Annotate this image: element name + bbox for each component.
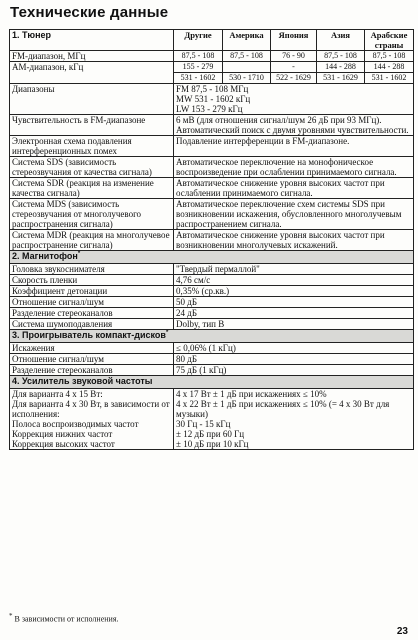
- region-arab: Арабские страны: [365, 30, 414, 51]
- tape-row-value: 50 дБ: [174, 297, 414, 308]
- tape-rows: [10, 264, 414, 330]
- sdr-value: Автоматическое снижение уровня высоких частот при ослаблении принимаемого сигнала.: [174, 178, 414, 199]
- cd-footnote-mark: *: [165, 330, 169, 336]
- noise-row: [10, 136, 414, 157]
- am-row-1: [10, 62, 414, 73]
- region-japan: Япония: [271, 30, 317, 51]
- am-value-2-japan: 522 - 1629: [271, 73, 317, 84]
- cd-section-title: 3. Проигрыватель компакт-дисков*: [10, 330, 414, 343]
- sds-label: Система SDS (зависимость стереозвучания от качества сигнала): [10, 157, 174, 178]
- sensitivity-row: [10, 115, 414, 136]
- tape-row: [10, 308, 414, 319]
- cd-rows: [10, 343, 414, 376]
- cd-section-row: [10, 330, 414, 343]
- tape-row-value: "Твердый пермаллой": [174, 264, 414, 275]
- mdr-label: Система MDR (реакция на многолучевое распространение сигнала): [10, 230, 174, 251]
- cd-row: [10, 354, 414, 365]
- sds-row: [10, 157, 414, 178]
- sdr-row: [10, 178, 414, 199]
- cd-row: [10, 343, 414, 354]
- footnote: [9, 612, 119, 624]
- cd-row-value: ≤ 0,06% (1 кГц): [174, 343, 414, 354]
- spec-table: [9, 29, 414, 450]
- region-america: Америка: [223, 30, 271, 51]
- sensitivity-value: 6 мВ (для отношения сигнал/шум 26 дБ при 93 МГц). Автоматический поиск с двумя уровнями чувствительности.: [174, 115, 414, 136]
- cd-row-value: 80 дБ: [174, 354, 414, 365]
- mdr-value: Автоматическое снижение уровня высоких частот при возникновении многолучевых искажений.: [174, 230, 414, 251]
- noise-label: Электронная схема подавления интерференционных помех: [10, 136, 174, 157]
- amp-section-title: 4. Усилитель звуковой частоты: [10, 376, 414, 389]
- sds-value: Автоматическое переключение на монофоническое воспроизведение при ослаблении принимаемого сигнала.: [174, 157, 414, 178]
- amp-row: [10, 389, 414, 450]
- tape-row-value: 24 дБ: [174, 308, 414, 319]
- footnote-text: В зависимости от исполнения.: [14, 614, 119, 624]
- bands-label: Диапазоны: [10, 84, 174, 115]
- am-value-1-japan: -: [271, 62, 317, 73]
- sdr-label: Система SDR (реакция на изменение качества сигнала): [10, 178, 174, 199]
- tuner-header-row: [10, 30, 414, 51]
- tape-row-value: Dolby, тип B: [174, 319, 414, 330]
- fm-label: FM-диапазон, МГц: [10, 51, 174, 62]
- tuner-section-title: 1. Тюнер: [10, 30, 174, 51]
- amp-section-row: [10, 376, 414, 389]
- tape-row: [10, 286, 414, 297]
- am-value-2-arab: 531 - 1602: [365, 73, 414, 84]
- am-value-2-america: 530 - 1710: [223, 73, 271, 84]
- tape-section-row: [10, 251, 414, 264]
- tape-row-label: Коэффициент детонации: [10, 286, 174, 297]
- region-other: Другие: [174, 30, 223, 51]
- tape-footnote-mark: *: [77, 251, 81, 257]
- am-value-1-asia: 144 - 288: [317, 62, 365, 73]
- footnote-mark: *: [9, 612, 13, 620]
- mds-label: Система MDS (зависимость стереозвучания от многолучевого распространения сигнала): [10, 199, 174, 230]
- am-value-1-other: 155 - 279: [174, 62, 223, 73]
- fm-value-arab: 87,5 - 108: [365, 51, 414, 62]
- am-label: AM-диапазон, кГц: [10, 62, 174, 84]
- fm-row: [10, 51, 414, 62]
- sensitivity-label: Чувствительность в FM-диапазоне: [10, 115, 174, 136]
- cd-row-label: Искажения: [10, 343, 174, 354]
- tape-row-label: Система шумоподавления: [10, 319, 174, 330]
- fm-value-asia: 87,5 - 108: [317, 51, 365, 62]
- am-value-2-other: 531 - 1602: [174, 73, 223, 84]
- amp-labels: Для варианта 4 x 15 Вт: Для варианта 4 x 30 Вт, в зависимости от исполнения: Полоса воспроизводимых частот Коррекция нижних частот Коррекция высоких частот: [10, 389, 174, 450]
- amp-values: 4 x 17 Вт ± 1 дБ при искажениях ≤ 10% 4 x 22 Вт ± 1 дБ при искажениях ≤ 10% (= 4 x 30 Вт для музыки) 30 Гц - 15 кГц ± 12 дБ при 60 Гц ± 10 дБ при 10 кГц: [174, 389, 414, 450]
- tape-row-value: 4,76 см/с: [174, 275, 414, 286]
- am-value-2-asia: 531 - 1629: [317, 73, 365, 84]
- tape-row: [10, 275, 414, 286]
- cd-row-label: Отношение сигнал/шум: [10, 354, 174, 365]
- mds-row: [10, 199, 414, 230]
- fm-value-america: 87,5 - 108: [223, 51, 271, 62]
- tape-section-title: 2. Магнитофон*: [10, 251, 414, 264]
- bands-value: FM 87,5 - 108 МГц MW 531 - 1602 кГц LW 153 - 279 кГц: [174, 84, 414, 115]
- bands-row: [10, 84, 414, 115]
- tape-row-label: Головка звукоснимателя: [10, 264, 174, 275]
- tape-row: [10, 319, 414, 330]
- cd-row-label: Разделение стереоканалов: [10, 365, 174, 376]
- noise-value: Подавление интерференции в FM-диапазоне.: [174, 136, 414, 157]
- tape-row: [10, 297, 414, 308]
- am-value-1-america: [223, 62, 271, 73]
- tape-row-label: Скорость пленки: [10, 275, 174, 286]
- tape-row-label: Отношение сигнал/шум: [10, 297, 174, 308]
- region-asia: Азия: [317, 30, 365, 51]
- page-number: 23: [396, 626, 408, 637]
- tape-row-value: 0,35% (ср.кв.): [174, 286, 414, 297]
- am-value-1-arab: 144 - 288: [365, 62, 414, 73]
- page-title: Технические данные: [10, 4, 169, 21]
- cd-row: [10, 365, 414, 376]
- mdr-row: [10, 230, 414, 251]
- tape-row-label: Разделение стереоканалов: [10, 308, 174, 319]
- mds-value: Автоматическое переключение схем системы SDS при возникновении искажения, обусловленного многолучевым распространением сигнала.: [174, 199, 414, 230]
- fm-value-other: 87,5 - 108: [174, 51, 223, 62]
- fm-value-japan: 76 - 90: [271, 51, 317, 62]
- cd-row-value: 75 дБ (1 кГц): [174, 365, 414, 376]
- tape-row: [10, 264, 414, 275]
